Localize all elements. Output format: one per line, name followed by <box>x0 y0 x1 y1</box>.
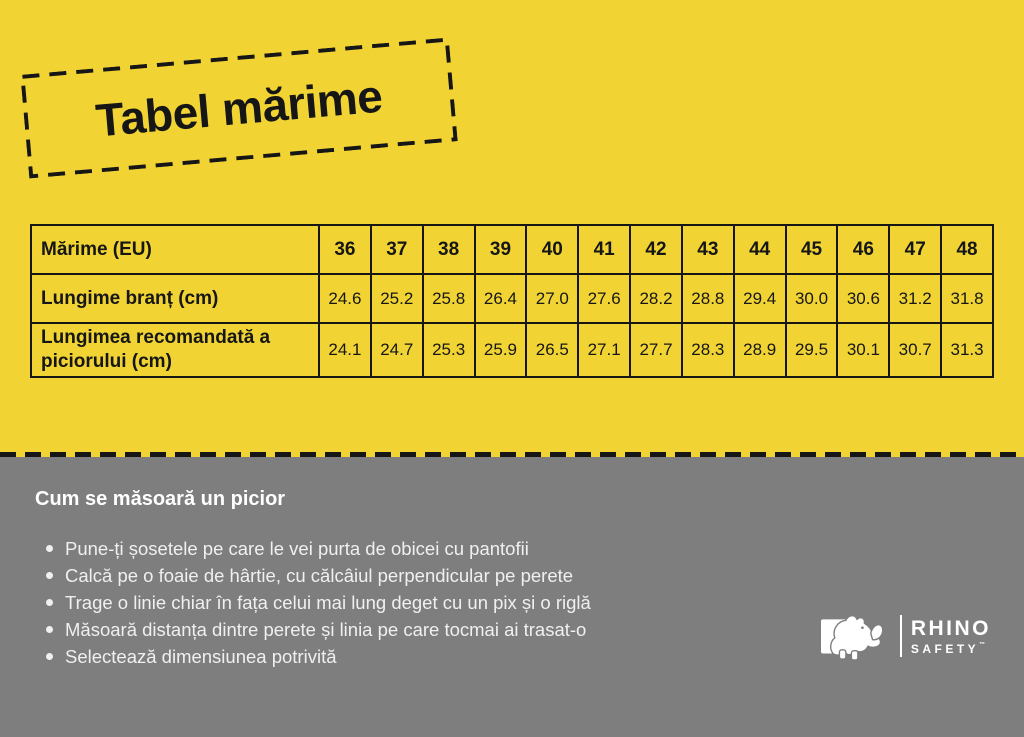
logo-text <box>911 618 991 655</box>
size-column-43: 43 <box>682 225 734 274</box>
size-column-46: 46 <box>837 225 889 274</box>
value-cell: 29.5 <box>786 323 838 377</box>
foot-length-row <box>31 323 993 377</box>
value-cell: 29.4 <box>734 274 786 323</box>
value-cell: 27.6 <box>578 274 630 323</box>
size-table <box>30 224 994 378</box>
value-cell: 24.1 <box>319 323 371 377</box>
size-column-42: 42 <box>630 225 682 274</box>
size-header-row <box>31 225 993 274</box>
size-table-body <box>31 274 993 377</box>
value-cell: 28.3 <box>682 323 734 377</box>
rhino-safety-logo <box>821 610 991 662</box>
value-cell: 26.4 <box>475 274 527 323</box>
size-header-label: Mărime (EU) <box>31 225 319 274</box>
trademark-symbol: ™ <box>979 641 986 648</box>
value-cell: 30.6 <box>837 274 889 323</box>
value-cell: 24.7 <box>371 323 423 377</box>
instruction-item: Selectează dimensiunea potrivită <box>35 643 591 670</box>
value-cell: 27.1 <box>578 323 630 377</box>
value-cell: 25.2 <box>371 274 423 323</box>
title-box <box>20 37 457 178</box>
instruction-item: Măsoară distanța dintre perete și linia pe care tocmai ai trasat-o <box>35 616 591 643</box>
size-column-38: 38 <box>423 225 475 274</box>
logo-divider-line <box>900 615 902 657</box>
size-table-head <box>31 225 993 274</box>
value-cell: 30.7 <box>889 323 941 377</box>
rhino-icon <box>821 610 891 662</box>
instructions-list <box>35 535 591 670</box>
value-cell: 25.8 <box>423 274 475 323</box>
value-cell: 25.9 <box>475 323 527 377</box>
size-column-44: 44 <box>734 225 786 274</box>
instruction-item: Pune-ți șosetele pe care le vei purta de obicei cu pantofii <box>35 535 591 562</box>
value-cell: 26.5 <box>526 323 578 377</box>
value-cell: 28.9 <box>734 323 786 377</box>
instruction-item: Calcă pe o foaie de hârtie, cu călcâiul perpendicular pe perete <box>35 562 591 589</box>
value-cell: 31.2 <box>889 274 941 323</box>
size-column-47: 47 <box>889 225 941 274</box>
row-label: Lungime branț (cm) <box>31 274 319 323</box>
row-label: Lungimea recomandată a piciorului (cm) <box>31 323 319 377</box>
size-column-45: 45 <box>786 225 838 274</box>
size-column-37: 37 <box>371 225 423 274</box>
size-column-41: 41 <box>578 225 630 274</box>
page-title: Tabel mărime <box>93 69 385 147</box>
value-cell: 25.3 <box>423 323 475 377</box>
instructions-heading: Cum se măsoară un picior <box>35 488 286 510</box>
value-cell: 31.3 <box>941 323 993 377</box>
value-cell: 27.7 <box>630 323 682 377</box>
value-cell: 28.8 <box>682 274 734 323</box>
instruction-item: Trage o linie chiar în fața celui mai lung deget cu un pix și o riglă <box>35 589 591 616</box>
value-cell: 28.2 <box>630 274 682 323</box>
size-column-39: 39 <box>475 225 527 274</box>
logo-brand: RHINO <box>910 616 991 640</box>
logo-subtitle-text: SAFETY <box>910 641 980 656</box>
insole-length-row <box>31 274 993 323</box>
size-column-36: 36 <box>319 225 371 274</box>
logo-subtitle <box>911 643 991 655</box>
value-cell: 27.0 <box>526 274 578 323</box>
size-column-48: 48 <box>941 225 993 274</box>
value-cell: 31.8 <box>941 274 993 323</box>
value-cell: 24.6 <box>319 274 371 323</box>
size-column-40: 40 <box>526 225 578 274</box>
instructions-section <box>0 457 1024 737</box>
value-cell: 30.0 <box>786 274 838 323</box>
value-cell: 30.1 <box>837 323 889 377</box>
